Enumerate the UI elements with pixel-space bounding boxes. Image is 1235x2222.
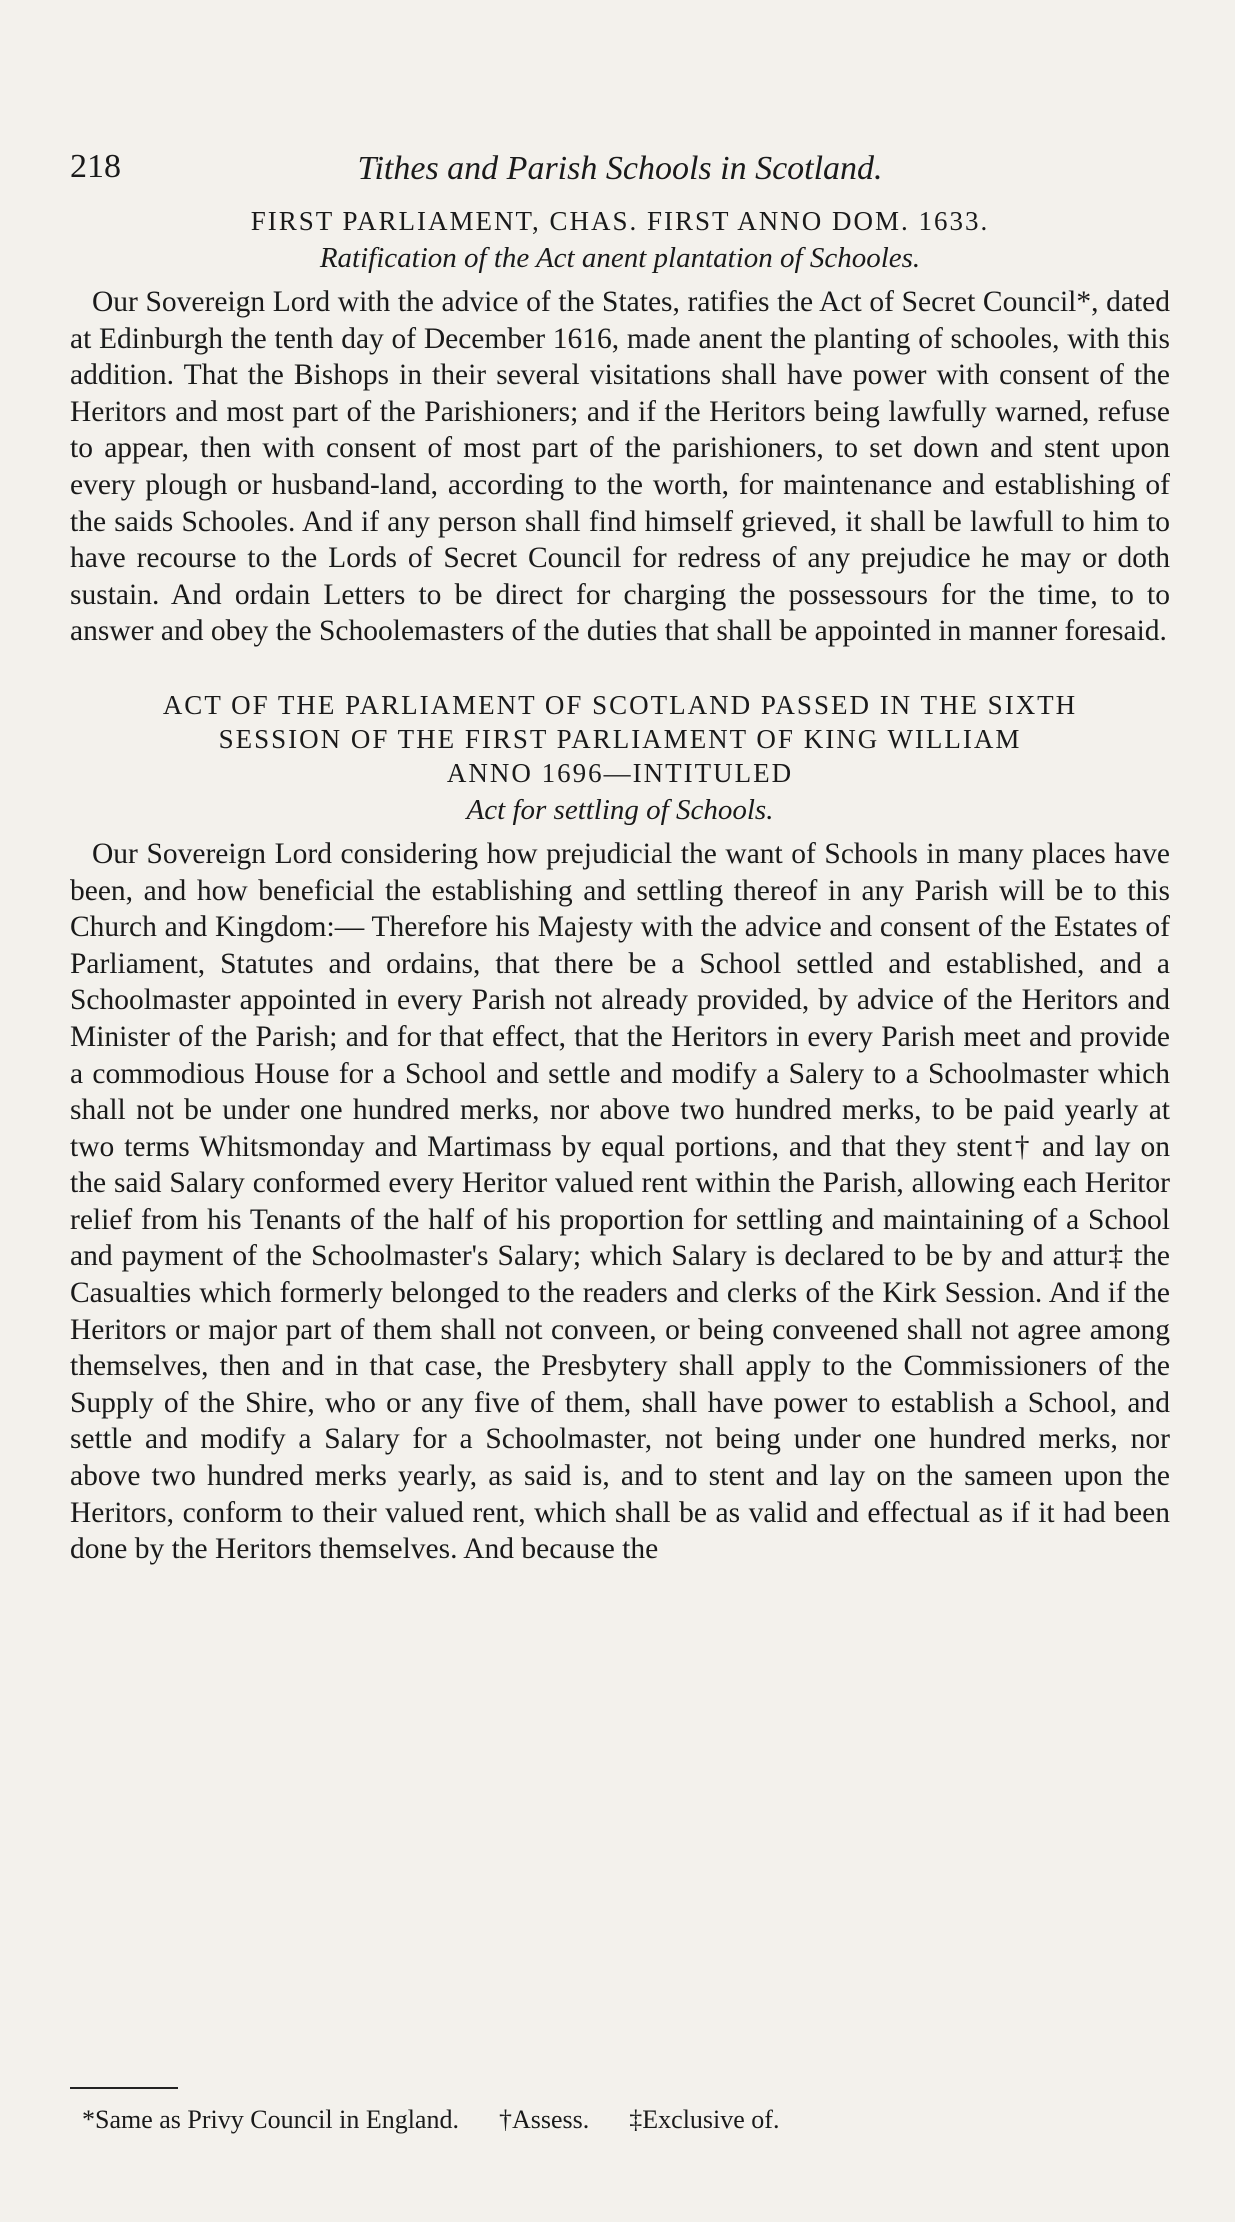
section-heading-1696-line2: SESSION OF THE FIRST PARLIAMENT OF KING WILLIAM	[218, 723, 1022, 754]
section-heading-1633: FIRST PARLIAMENT, CHAS. FIRST ANNO DOM. 1633.	[250, 206, 990, 236]
document-page	[70, 140, 1170, 1568]
footnote-exclusive: ‡Exclusive of.	[629, 2105, 780, 2134]
running-title: Tithes and Parish Schools in Scotland.	[357, 150, 883, 187]
footnotes	[82, 2103, 1182, 2137]
section-heading-1696-line3: ANNO 1696—INTITULED	[446, 757, 794, 788]
paragraph-ratification: Our Sovereign Lord with the advice of the States, ratifies the Act of Secret Council*, dated at Edinburgh the tenth day of December 1616, made anent the planting of schooles, with this addition. That the Bishops in their several visitations shall have power with consent of the Heritors and most part of the Parishioners; and if the Heritors being lawfully warned, refuse to appear, then with consent of most part of the parishioners, to set down and stent upon every plough or husband-land, according to the worth, for maintenance and establishing of the saids Schooles. And if any person shall find himself grieved, it shall be lawfull to him to have recourse to the Lords of Secret Council for redress of any prejudice he may or doth sustain. And ordain Letters to be direct for charging the possessours for the time, to to answer and obey the Schoolemasters of the duties that shall be appointed in manner foresaid.	[70, 286, 1170, 648]
section-subtitle-ratification: Ratification of the Act anent plantation of Schooles.	[319, 242, 921, 274]
paragraph-settling-schools: Our Sovereign Lord considering how prejudicial the want of Schools in many places have been, and how beneficial the establishing and settling thereof in any Parish will be to this Church and Kingdom:— Therefore his Majesty with the advice and consent of the Estates of Parliament, Statutes and ordains, that there be a School settled and established, and a Schoolmaster appointed in every Parish not already provided, by advice of the Heritors and Minister of the Parish; and for that effect, that the Heritors in every Parish meet and provide a commodious House for a School and settle and modify a Salery to a Schoolmaster which shall not be under one hundred merks, nor above two hundred merks, to be paid yearly at two terms Whitsmonday and Martimass by equal portions, and that they stent† and lay on the said Salary conformed every Heritor valued rent within the Parish, allowing each Heritor relief from his Tenants of the half of his proportion for settling and maintaining of a School and payment of the Schoolmaster's Salary; which Salary is declared to be by and attur‡ the Casualties which formerly belonged to the readers and clerks of the Kirk Session. And if the Heritors or major part of them shall not conveen, or being conveened shall not agree among themselves, then and in that case, the Presbytery shall apply to the Commissioners of the Supply of the Shire, who or any five of them, shall have power to establish a School, and settle and modify a Salary for a Schoolmaster, not being under one hundred merks, nor above two hundred merks yearly, as said is, and to stent and lay on the sameen upon the Heritors, conform to their valued rent, which shall be as valid and effectual as if it had been done by the Heritors themselves. And because the	[70, 837, 1170, 1566]
footnote-assess: †Assess.	[498, 2105, 590, 2134]
section-subtitle-settling-schools: Act for settling of Schools.	[466, 793, 774, 826]
running-head	[70, 140, 1170, 196]
footnote-privy-council: *Same as Privy Council in England.	[82, 2105, 459, 2134]
page-number: 218	[70, 148, 121, 185]
footnote-rule	[70, 2087, 178, 2089]
section-heading-1696-line1: ACT OF THE PARLIAMENT OF SCOTLAND PASSED IN THE SIXTH	[162, 689, 1078, 720]
